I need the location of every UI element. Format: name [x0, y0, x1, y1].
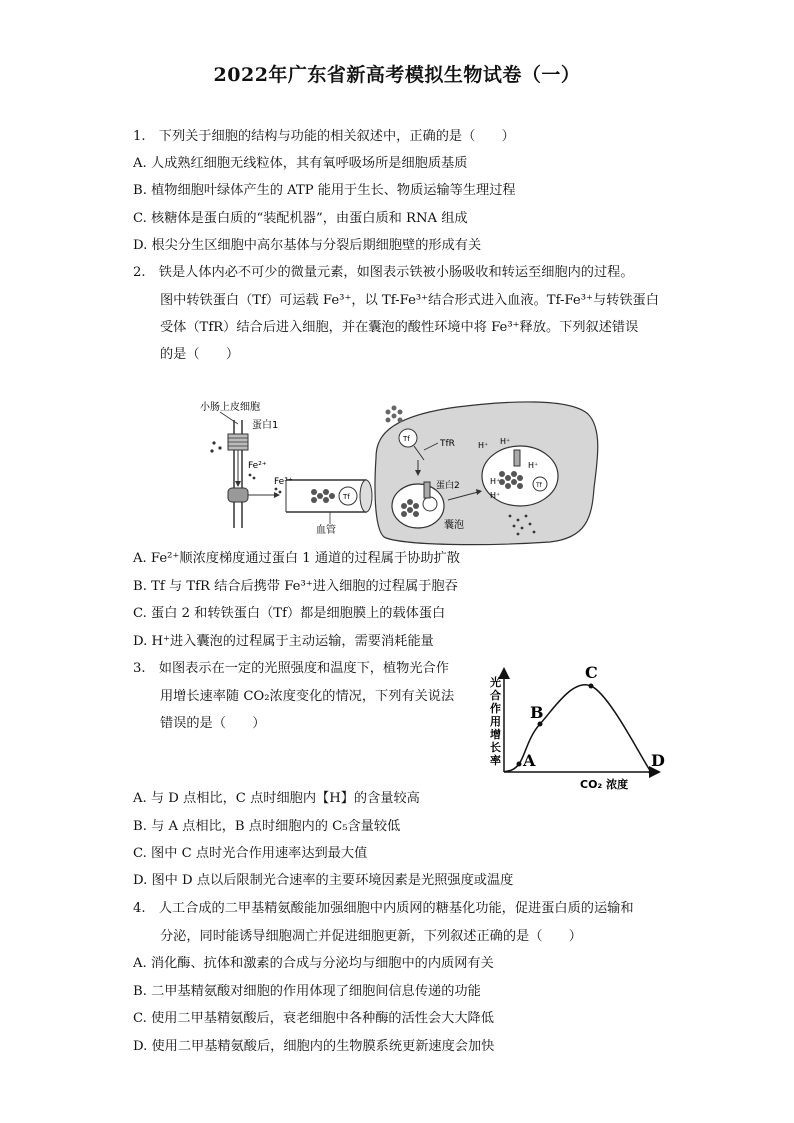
q2-stem-line1: 2. 铁是人体内必不可少的微量元素，如图表示铁被小肠吸收和转运至细胞内的过程。: [133, 265, 634, 280]
q2-stem-line3: 受体（TfR）结合后进入细胞，并在囊泡的酸性环境中将 Fe³⁺释放。下列叙述错误: [160, 320, 639, 335]
fe3-label: Fe³⁺: [274, 477, 293, 487]
point-label-c: C: [585, 663, 598, 682]
q2-stem-line4: 的是（ ）: [160, 347, 240, 362]
q4-stem-line1: 4. 人工合成的二甲基精氨酸能加强细胞中内质网的糖基化功能，促进蛋白质的运输和: [133, 901, 634, 916]
tf-label: Tf: [343, 493, 350, 501]
q3-option-d[interactable]: D. 图中 D 点以后限制光合速率的主要环境因素是光照强度或温度: [133, 873, 514, 888]
point-label-b: B: [530, 703, 544, 722]
fe2-label: Fe²⁺: [248, 461, 267, 471]
q4-option-d[interactable]: D. 使用二甲基精氨酸后，细胞内的生物膜系统更新速度会加快: [133, 1039, 495, 1054]
q2-option-a[interactable]: A. Fe²⁺顺浓度梯度通过蛋白 1 通道的过程属于协助扩散: [133, 551, 460, 566]
cell-label: 小肠上皮细胞: [200, 402, 260, 413]
q1-option-d[interactable]: D. 根尖分生区细胞中高尔基体与分裂后期细胞壁的形成有关: [133, 238, 482, 253]
q2-option-d[interactable]: D. H⁺进入囊泡的过程属于主动运输，需要消耗能量: [133, 634, 434, 649]
q1-option-c[interactable]: C. 核糖体是蛋白质的“装配机器”，由蛋白质和 RNA 组成: [133, 211, 468, 226]
point-a: [517, 762, 522, 767]
svg-text:H⁺: H⁺: [500, 437, 511, 446]
svg-text:Tf: Tf: [536, 482, 542, 489]
q4-option-b[interactable]: B. 二甲基精氨酸对细胞的作用体现了细胞间信息传递的功能: [133, 984, 481, 999]
q3-co2-chart: [480, 662, 670, 792]
point-c: [589, 684, 594, 689]
q1-option-b[interactable]: B. 植物细胞叶绿体产生的 ATP 能用于生长、物质运输等生理过程: [133, 183, 516, 198]
q1-stem: 1. 下列关于细胞的结构与功能的相关叙述中，正确的是（ ）: [133, 129, 515, 144]
q3-stem-line3: 错误的是（ ）: [160, 716, 266, 731]
y-axis-label: 光合作用增长率: [490, 676, 501, 767]
q2-option-b[interactable]: B. Tf 与 TfR 结合后携带 Fe³⁺进入细胞的过程属于胞吞: [133, 579, 458, 594]
protein1-label: 蛋白1: [252, 420, 279, 431]
x-axis-label: CO₂ 浓度: [580, 778, 629, 791]
point-d: [649, 770, 654, 775]
tfr-label: TfR: [440, 439, 455, 449]
svg-text:H⁺: H⁺: [528, 461, 539, 470]
iron-transport-figure: [190, 388, 610, 548]
q4-stem-line2: 分泌，同时能诱导细胞凋亡并促进细胞更新，下列叙述正确的是（ ）: [160, 929, 582, 944]
point-b: [538, 722, 543, 727]
vesicle-label: 囊泡: [444, 520, 464, 531]
q3-option-c[interactable]: C. 图中 C 点时光合作用速率达到最大值: [133, 846, 368, 861]
svg-text:Tf: Tf: [403, 435, 410, 443]
q3-option-b[interactable]: B. 与 A 点相比，B 点时细胞内的 C₅含量较低: [133, 819, 401, 834]
h-ion-label: H⁺: [478, 441, 489, 450]
q3-stem-line2: 用增长速率随 CO₂浓度变化的情况，下列有关说法: [160, 689, 455, 704]
q1-option-a[interactable]: A. 人成熟红细胞无线粒体，其有氧呼吸场所是细胞质基质: [133, 156, 468, 171]
q3-option-a[interactable]: A. 与 D 点相比，C 点时细胞内【H】的含量较高: [133, 791, 420, 806]
q3-stem-line1: 3. 如图表示在一定的光照强度和温度下，植物光合作: [133, 661, 449, 676]
vessel-label: 血管: [316, 525, 336, 536]
protein2-label: 蛋白2: [436, 481, 460, 491]
q4-option-a[interactable]: A. 消化酶、抗体和激素的合成与分泌均与细胞中的内质网有关: [133, 956, 494, 971]
svg-text:H⁺: H⁺: [490, 477, 501, 486]
q2-option-c[interactable]: C. 蛋白 2 和转铁蛋白（Tf）都是细胞膜上的载体蛋白: [133, 606, 446, 621]
page-title: 2022年广东省新高考模拟生物试卷（一）: [213, 64, 581, 86]
point-label-d: D: [651, 751, 665, 770]
svg-text:H⁺: H⁺: [490, 491, 501, 500]
point-label-a: A: [523, 751, 536, 770]
q4-option-c[interactable]: C. 使用二甲基精氨酸后，衰老细胞中各种酶的活性会大大降低: [133, 1011, 494, 1026]
q2-stem-line2: 图中转铁蛋白（Tf）可运载 Fe³⁺，以 Tf-Fe³⁺结合形式进入血液。Tf-Fe³⁺与转铁蛋白: [160, 293, 659, 308]
